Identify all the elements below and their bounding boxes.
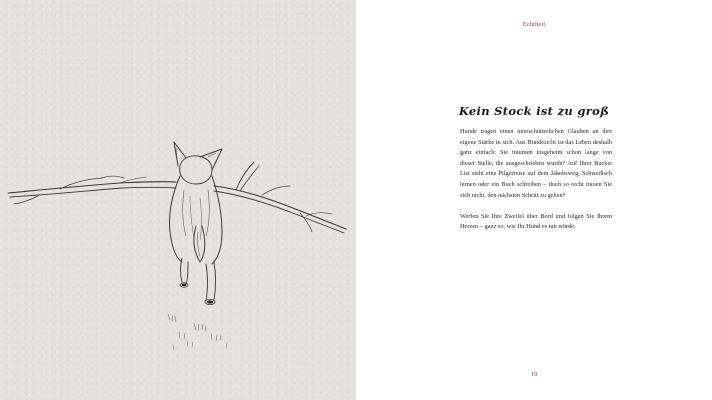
grass-tufts	[168, 314, 227, 350]
running-head: Echtheit	[522, 21, 546, 28]
dog-ear-left	[174, 142, 186, 166]
stick-right	[214, 186, 346, 229]
text-page	[356, 0, 712, 400]
dog-tail	[194, 226, 205, 262]
page-number: 19	[530, 371, 538, 378]
body-text	[460, 127, 612, 244]
paragraph: Werfen Sie Ihre Zweifel über Bord und folgen Sie Ihrem Herzen – ganz so, wie Ihr Hund es tun würde.	[460, 212, 612, 231]
chapter-title: Kein Stock ist zu groß	[458, 104, 610, 118]
dog-head	[180, 156, 212, 184]
dog-leg-right	[206, 264, 208, 300]
dog-ear-right	[200, 149, 222, 170]
paragraph: Hunde tragen einen unerschütterlichen Glauben an ihre eigene Stärke in sich. Aus Hundesicht ist das Leben deshalb ganz einfach: Sie träumen insgeheim schon lange von dieser Stelle, die ausgeschrieben wurde? Auf Ihrer Bucket List steht eine Pilgerreise auf dem Jakobsweg, Schwedisch lernen oder ein Buch schreiben – doch so recht trauen Sie sich nicht, den nächsten Schritt zu gehen?	[460, 128, 612, 199]
